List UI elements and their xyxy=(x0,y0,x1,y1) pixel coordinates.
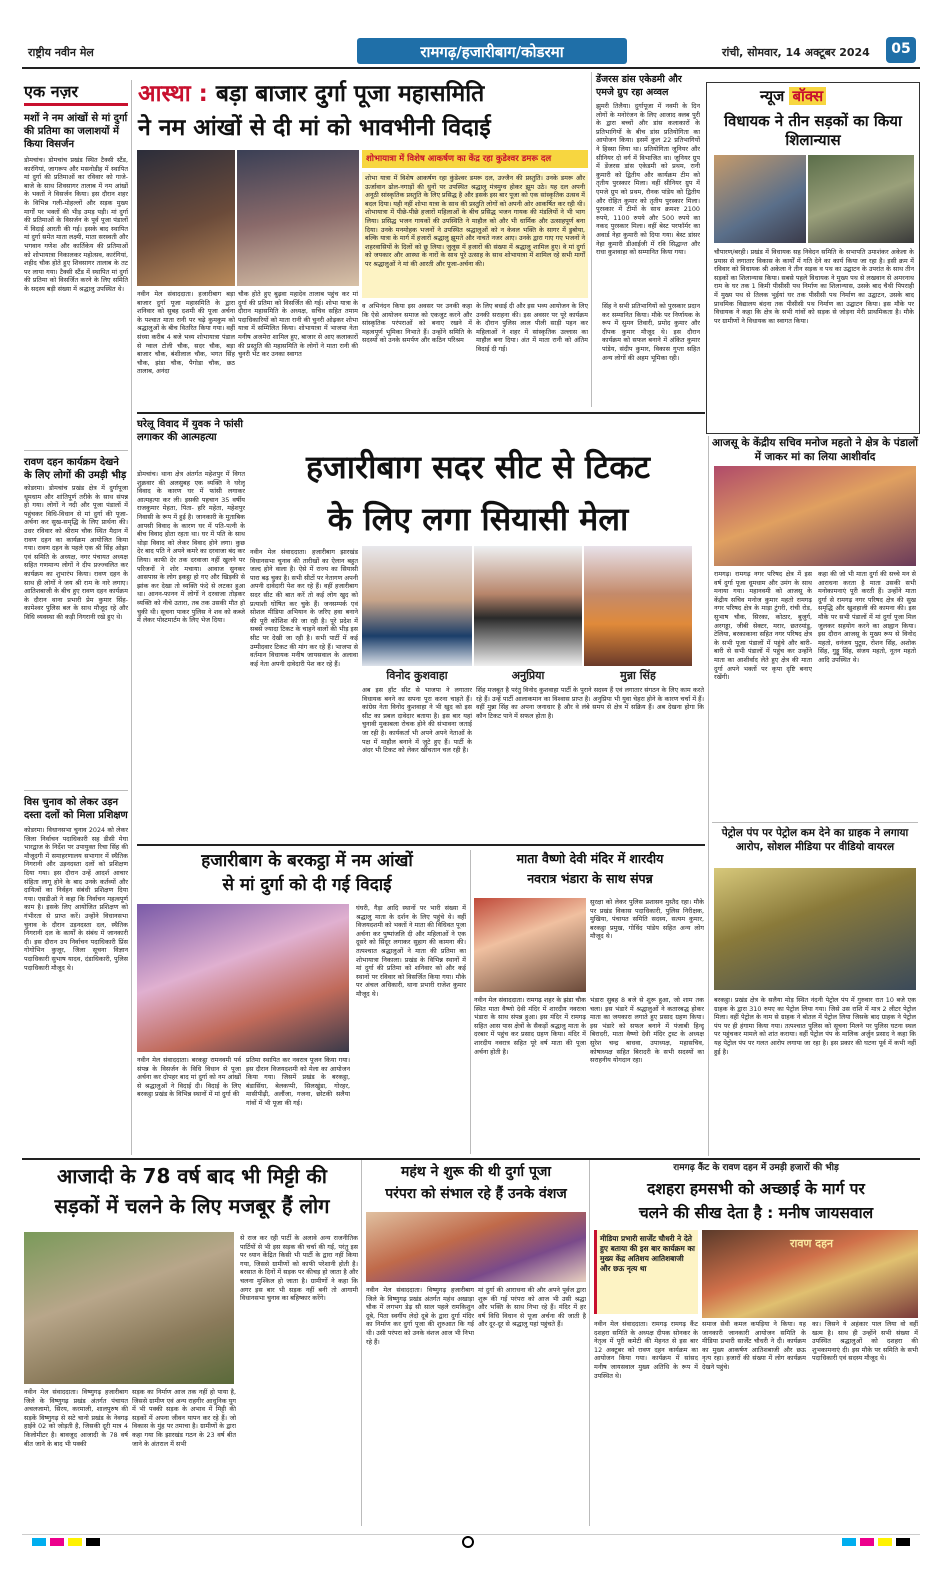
dance-headline: डेंजरस डांस एकेडमी और एमजे ग्रुप रहा अव्वल xyxy=(596,74,682,98)
color-swatch xyxy=(68,1538,82,1546)
petrol-photo xyxy=(714,868,916,990)
news-box-label-a: न्यूज xyxy=(760,87,790,105)
aastha-photo-1 xyxy=(137,150,235,286)
barkattha-body-a: नवीन मेल संवाददाता। बरकट्ठा रामनवमी पर्व संपन्न के विसर्जन के विधि विधान से पूजा अर्चना कर दोपहर बाद मां दुर्गा को नम आंखों से श्रद्धालुओं ने विदाई दी। विदाई के लिए बरकट्ठा प्रखंड के विभिन्न स्थानों में मां दुर्गा की xyxy=(137,1056,241,1099)
aastha-body-a: नवीन मेल संवाददाता। हजारीबाग बड़ा बाजार दुर्गा पूजा महासमिति के द्वारा शनिवार को सुबह दशमी की पूजा अर्चना के पश्चात माता रानी पर चढ़े कुमकुम को श्रद्धालुओं के बीच वितरित किया गया। वहीं संध्या करीब 4 बजे भव्य शोभायात्रा पंडाल से ग्वाल टोली चौक, सदर चौक, बड़ा बाजार चौक, बंशीलाल चौक, भगत सिंह चौक, झंडा चौक, पैगोडा चौक, छठ तालाब, अनंदा xyxy=(137,290,235,376)
column-rule xyxy=(591,72,592,407)
column-rule xyxy=(470,850,471,1154)
road-photo xyxy=(24,1232,234,1384)
section-rule xyxy=(137,844,705,846)
petrol-headline: पेट्रोल पंप पर पेट्रोल कम देने का ग्राहक ने लगाया आरोप, सोशल मीडिया पर वीडियो वायरल xyxy=(721,827,909,853)
seat-body-b: अब इस हॉट सीट से भाजपा ने लगातार विधायक बनने का सपना पूरा करना चाहते हैं। कांग्रेस नेता विनोद कुशवाहा ने भी खुद को इस सीट का प्रबल दावेदार बताया है। इस बार यहां चुनावी मुकाबला रोचक होने की संभावना जताई जा रही है। कार्यकर्ता भी अपने अपने नेताओं के पक्ष में माहौल बनाने में जुटे हुए हैं। पार्टी के अंदर भी टिकट को लेकर खींचतान चल रही है। xyxy=(362,686,472,755)
color-swatch xyxy=(32,1538,46,1546)
mahanth-headline-l2: परंपरा को संभाल रहे हैं उनके वंशज xyxy=(385,1186,567,1202)
news-box-label xyxy=(760,86,826,106)
ek-nazar-s2-body: कोडरमा। डोमचांच प्रखंड क्षेत्र में दुर्गापूजा धूमधाम और शांतिपूर्ण तरीके के साथ संपन्न हो गया। लोगों ने नदी और पूजा पंडालों में पहुंचकर विधि-विधान से मां दुर्गा की पूजा-अर्चना कर सुख-समृद्धि के लिए प्रार्थना की। उधर रविवार को श्रीराम चौक स्थित मैदान में रावण दहन का कार्यक्रम आयोजित किया गया। रावण दहन के पहले एक श्री सिंह ओझा एवं समिति के अध्यक्ष, नगर पंचायत अध्यक्ष सहित गणमान्य लोगों ने दीप प्रज्ज्वलित कर कार्यक्रम का शुभारंभ किया। रावण दहन के साथ ही लोगों ने जय श्री राम के नारे लगाए। आतिशबाजी के बीच हुए रावण दहन कार्यक्रम के दौरान थाना प्रभारी प्रेम कुमार सिंह-कामेश्वर पुलिस बल के साथ मौजूद रहे और विधि व्यवस्था की कड़ी निगरानी रखे हुए थे। xyxy=(24,484,128,621)
ghar-body: डोमचांच। थाना क्षेत्र अंतर्गत महेशपुर में विगत शुक्रवार की अलसुबह एक व्यक्ति ने घरेलू विवाद के कारण घर में फांसी लगाकर आत्महत्या कर ली। इसकी पहचान 35 वर्षीय राजकुमार मेहता, पिता- हरि महेता, महेशपुर निवासी के रूप में हुई है। जानकारी के मुताबिक आपसी विवाद के कारण घर में पति-पत्नी के बीच विवाद होता रहता था। घर में पति के साथ थोड़ा विवाद को लेकर विवाद होने लगा। कुछ देर बाद पति ने अपने कमरे का दरवाजा बंद कर लिया। काफी देर तक दरवाजा नहीं खुलने पर परिजनों ने शोर मचाया। आवाज सुनकर आसपास के लोग इकट्ठा हो गए और खिड़की से झांक कर देखा तो व्यक्ति फंदे से लटका हुआ था। आनन-फानन में लोगों ने दरवाजा तोड़कर व्यक्ति को नीचे उतारा, तब तक उसकी मौत हो चुकी थी। सूचना पाकर पुलिस ने शव को कब्जे में लेकर पोस्टमार्टम के लिए भेज दिया। xyxy=(137,470,245,625)
ravan-callout: मीडिया प्रभारी सार्जेंट चौधरी ने देते हुए बताया की इस बार कार्यक्रम का मुख्य केंद्र अतिशय आतिशबाजी और छऊ नृत्य था xyxy=(600,1234,695,1273)
candidate-name-1: विनोद कुशवाहा xyxy=(386,669,448,682)
vaishno-body-a: नवीन मेल संवाददाता। रामगढ़ शहर के झंडा चौक स्थित माता वैष्णो देवी मंदिर में शारदीय नवरात्रा भंडारा के साथ संपन्न हुआ। इस मंदिर में रामगढ़ सहित आस पास क्षेत्रों के सैकड़ों श्रद्धालु माता के दरबार में पहुंच कर प्रसाद ग्रहण किया। मंदिर में शारदीय नवरात्र सहित पूरे वर्ष माता की पूजा अर्चना होती है। xyxy=(474,996,586,1056)
aastha-body-d: के लिए बधाई दी और इस भव्य आयोजन के लिए उनकी सराहना की। इस अवसर पर पूरे कार्यक्रम के दौरान पुलिस लाल पीली साड़ी पहन कर महिलाओं ने शहर में सांस्कृतिक उल्लास का माहौल बना दिया। अंत में माता रानी को अंतिम विदाई दी गई। xyxy=(476,302,588,353)
divider xyxy=(24,450,128,451)
masthead xyxy=(22,36,920,66)
barkattha-headline-l2: से मां दुर्गा को दी गई विदाई xyxy=(222,875,392,895)
ravan-headline-l2: चलने की सीख देता है : मनीष जायसवाल xyxy=(638,1204,874,1222)
vaishno-headline-l1: माता वैष्णो देवी मंदिर में शारदीय xyxy=(516,851,664,866)
seat-body-c: सिंह मजबूत है परंतु विनोद कुशवाहा पार्टी के पुराने सदस्य हैं एवं लगातार संगठन के लिए काम करते रहे हैं। उन्हें पार्टी आलाकमान का विश्वास प्राप्त है। अनुप्रिया भी युवा चेहरा होने के कारण चर्चा में हैं। वहीं मुन्ना सिंह का अपना जनाधार है और वे लंबे समय से क्षेत्र में सक्रिय हैं। अब देखना होगा कि कौन टिकट पाने में सफल होता है। xyxy=(476,686,704,720)
ek-nazar-s2-headline: रावण दहन कार्यक्रम देखने के लिए लोगों की उमड़ी भीड़ xyxy=(24,457,127,481)
candidate-photo-3 xyxy=(584,546,692,666)
page-number-text: 05 xyxy=(891,41,911,57)
aastha-headline-2: ने नम आंखों से दी मां को भावभीनी विदाई xyxy=(138,115,491,141)
color-swatch xyxy=(860,1538,874,1546)
candidate-photo-2 xyxy=(474,546,582,666)
vaishno-photo xyxy=(474,898,586,992)
section-rule xyxy=(22,1158,920,1160)
candidate-name-2: अनुप्रिया xyxy=(511,669,545,682)
mahanth-body-a: नवीन मेल संवाददाता। विष्णुगढ़ हजारीबाग जिले के विष्णुगढ़ प्रखंड अंतर्गत महंथ अखाड़ा चौक में लगभग डेढ़ सौ साल पहले रामकिशुन दूबे, पिता स्वर्गीय लेदो दूबे के द्वारा दुर्गा मंदिर का निर्माण कर दुर्गा पूजा की शुरुआत कि गई थी। उसी परंपरा को उनके वंशज आज भी निभा रहे हैं। xyxy=(366,1286,474,1346)
news-box-body: चौपारण/बरही। प्रखंड में विधायक सह निवेदन समिति के सभापति उमाशंकर अकेला के प्रयास से लगातार विकास के कार्यों में गति देने का कार्य किया जा रहा है। इसी क्रम में रविवार को विधायक श्री अकेला ने तीन सड़क व पथ का उद्घाटन के उपरांत के साथ तीन सड़कों का शिलान्यास किया। सबसे पहले विधायक ने मुख्य पथ से लखवान से अमरनाथ राम के घर तक 1 किमी पीसीसी पथ निर्माण का शिलान्यास, उसके बाद चैथी पिपराही में मुख्य पथ से तिलक भुईयां घर तक पीसीसी पथ निर्माण का उद्घाटन, उसके बाद प्राथमिक विद्यालय बंदना तक पीसीसी पथ निर्माण का उद्घाटन किया। इस मौके पर विधायक ने कहा कि क्षेत्र के सभी गांवों को सड़क से जोड़ना मेरी प्राथमिकता है। मौके पर ग्रामीणों ने विधायक का स्वागत किया। xyxy=(714,248,914,325)
header-rule xyxy=(22,67,920,69)
ravan-banner: रावण दहन xyxy=(790,1237,834,1250)
aastha-body-c: व अभिनंदन किया इस अवसर पर उनकी कहा कि ऐसे आयोजन समाज को एकजुट करने और सांस्कृतिक परंपराओं को बनाए रखने में महत्वपूर्ण भूमिका निभाते हैं। उन्होंने समिति के सदस्यों को उनके समर्पण और कठिन परिश्रम xyxy=(362,302,472,345)
column-rule xyxy=(361,1160,362,1526)
color-swatch xyxy=(896,1538,910,1546)
dance-body-b: सिंह ने सभी प्रतिभागियों को पुरस्कार प्रदान कर सम्मानित किया। मौके पर निर्णायक के रूप में सुमन तिवारी, प्रमोद कुमार और दीपक कुमार मौजूद थे। इस दौरान कार्यक्रम को सफल बनाने में अंकित कुमार पांडेय, संदीप कुमार, विकास गुप्ता सहित अन्य लोगों की अहम भूमिका रही। xyxy=(602,302,700,362)
manoj-body-a: रामगढ़। रामगढ़ नगर परिषद क्षेत्र में इस वर्ष दुर्गा पूजा धूमधाम और उमंग के साथ मनाया गया। महानवमी को आजसू के केंद्रीय सचिव मनोज कुमार महतो रामगढ़ नगर परिषद क्षेत्र के माड़ा टुंगरी, रांची रोड, सुभाष चौक, सिरका, कोठार, बुजुर्ग, अरगड्डा, जीबी सेक्टर, मरार, छतरमांडू, टेलिया, बरकाकाना सहित नगर परिषद क्षेत्र के सभी पूजा पंडालों में पहुंचे और बारी-बारी से सभी पंडालों में पहुंच कर उन्होंने माता का आशीर्वाद लेते हुए क्षेत्र की माता दुर्गा अपने भक्तों पर कृपा दृष्टि बनाए रखेंगी। xyxy=(714,570,812,682)
ek-nazar-s1-headline: मशों ने नम आंखों से मां दुर्गा की प्रतिमा का जलाशयों में किया विसर्जन xyxy=(24,113,128,150)
aastha-kicker: आस्था : xyxy=(138,81,208,107)
dateline: रांची, सोमवार, 14 अक्टूबर 2024 xyxy=(722,46,870,59)
ravan-headline-l1: दशहरा हमसभी को अच्छाई के मार्ग पर xyxy=(647,1180,865,1198)
ravan-kicker: रामगढ़ कैंट के रावण दहन में उमड़ी हजारों की भीड़ xyxy=(673,1163,839,1173)
mahanth-photo xyxy=(366,1212,586,1282)
color-swatch xyxy=(842,1538,856,1546)
ravan-body-c: का। जिसने ये अहंकार पाल लिया वो वहीं खत्म है। साथ ही उन्होंने सभी संख्या में उपस्थित श्रद्धालुओं को दशहरा की शुभकामनाएं दी। इस मौके पर समिति के सभी पदाधिकारी एवं सदस्य मौजूद थे। xyxy=(812,1320,918,1363)
candidate-photo-1 xyxy=(362,546,472,666)
seat-body-a: नवीन मेल संवाददाता। हजारीबाग झारखंड विधानसभा चुनाव की तारीखों का ऐलान बहुत जल्द होने वाला है। ऐसे में राज्य का सियासी पारा बढ़ चुका है। सभी सीटों पर नेतागण अपनी अपनी दावेदारी पेश कर रहे हैं। वहीं हजारीबाग सदर सीट की बात करें तो कई लोग खुद को प्रत्याशी घोषित कर चुके हैं। जनसम्पर्क एवं सोशल मीडिया अभियान के जरिए हवा बनाने की पूरी कोशिश की जा रही है। पूरे प्रदेश में सबसे ज्यादा टिकट के चाहने वालों की भीड़ इस सीट पर देखी जा रही है। सभी पार्टी में कई उम्मीदवार टिकट की मांग कर रहे हैं। भाजपा से वर्तमान विधायक मनीष जायसवाल के अलावा कई नेता अपनी दावेदारी पेश कर रहे हैं। xyxy=(250,548,358,668)
section-title: रामगढ़/हजारीबाग/कोडरमा xyxy=(420,43,564,61)
candidate-name-3: मुन्ना सिंह xyxy=(620,669,656,682)
ravan-body-a: नवीन मेल संवाददाता। रामगढ़ रामगढ़ कैंट दशहरा समिति के अध्यक्ष दीपक सोनकर के नेतृत्व में पूरी कमेटी की मेहनत से इस बार 12 अक्टूबर को रावण दहन कार्यक्रम का आयोजन किया गया। कार्यक्रम में सांसद मनीष जायसवाल मुख्य अतिथि के रूप में उपस्थित थे। xyxy=(594,1320,698,1380)
ek-nazar-text: एक नज़र xyxy=(24,82,79,101)
divider xyxy=(712,822,918,823)
column-rule xyxy=(708,436,709,1156)
ghar-headline: घरेलू विवाद में युवक ने फांसी लगाकर की आत्महत्या xyxy=(137,419,244,443)
road-body-a: नवीन मेल संवाददाता। विष्णुगढ़ हजारीबाग जिले के विष्णुगढ़ प्रखंड अंतर्गत पंचायत अचलजामो, सिरय, करमाली, शालपुरुष की सड़कें विष्णुगढ़ से सटे चानो प्रखंड के नेवगढ़ हाईवे 02 को जोड़ती है, जिसकी दूरी मात्र 4 किलोमीटर है। बावजूद आजादी के 78 वर्ष बीत जाने के बाद भी पक्की xyxy=(24,1388,128,1448)
news-box-headline: विधायक ने तीन सड़कों का किया शिलान्यास xyxy=(724,112,902,149)
manoj-photo xyxy=(714,466,916,566)
ek-nazar-s1-body: डोमचांच। डोमचांच प्रखंड स्थित टैक्सी स्टैंड, कारंगियां, जागरूप और मसनोडीह में स्थापित मां दुर्गा की प्रतिमाओं का रविवार को गाजे-बाजे के साथ शिवसागर तालाब में नम आंखों के भक्तों ने विसर्जन किया। इस दौरान शहर के विभिन्न गली-मोहल्लों और सड़क मुख्य मार्गों पर भक्तों की भीड़ उमड़ पड़ी। मां दुर्गा की प्रतिमाओं के विसर्जन के पूर्व पूजा पंडालों में विदाई आरती की गई। इसके बाद स्थापित मां दुर्गा समेत माता लक्ष्मी, माता सरस्वती और भगवान गणेश और कार्तिकेय की प्रतिमाओं को शोभायात्रा निकालकर महोत्सव, कारंगियां, शहीद चौक होते हुए शिवसागर तालाब के तट पर लाया गया। टैक्सी स्टैंड में स्थापित मां दुर्गा की प्रतिमा को विसर्जित करने के लिए समिति के सदस्य बड़ी संख्या में श्रद्धालु उपस्थित थे। xyxy=(24,156,128,293)
seat-headline-2: के लिए लगा सियासी मेला xyxy=(327,500,629,538)
color-swatch xyxy=(878,1538,892,1546)
aastha-photo-2 xyxy=(237,150,359,286)
vaishno-body-b: भंडारा सुबह 8 बजे से शुरू हुआ, जो शाम तक चला। इस भंडारे में श्रद्धालुओं ने कतारबद्ध होकर माता का जयकारा लगाते हुए प्रसाद ग्रहण किया। इस भंडारे को सफल बनाने में पंजाबी हिन्दू बिरादरी, माता वैष्णो देवी मंदिर ट्रस्ट के अध्यक्ष सुरेश चन्द्र बाधवा, उपाध्यक्ष, महासचिव, कोषाध्यक्ष सहित बिरादरी के सभी सदस्यों का सराहनीय योगदान रहा। xyxy=(590,996,704,1065)
barkattha-body-b: प्रतिमा स्थापित कर नवरात्र पूजन किया गया। इस दौरान विजयदशमी को मेला का आयोजन किया गया। जिसमें प्रखंड के बरकट्ठा, बंडासिंघा, बेलकप्पी, सिलखुंडा, गोरहर, मासीपीढ़ी, अलौंजा, गजना, छोटकी सलैया गांवों में भी पूजा की गई। xyxy=(246,1056,350,1107)
ravan-body-b: समाज सेवी कमल कपड़िया ने किया। यह जानकारी जानकारी आयोजन समिति के मीडिया प्रभारी सार्जेंट चौधरी ने दी। कार्यक्रम का मुख्य आकर्षण आतिशबाजी और छऊ नृत्य रहा। हजारों की संख्या में लोग कार्यक्रम देखने पहुंचे। xyxy=(702,1320,806,1371)
road-headline-l1: आजादी के 78 वर्ष बाद भी मिट्टी की xyxy=(57,1164,327,1188)
mahanth-headline-l1: महंथ ने शुरू की थी दुर्गा पूजा xyxy=(400,1164,552,1180)
divider xyxy=(24,790,128,791)
road-body-b: सड़क का निर्माण आज तक नहीं हो पाया है, जिससे ग्रामीण एवं अन्य राहगीर आधुनिक युग में भी पक्की सड़क के अभाव में मिट्टी की सड़कों में अपना जीवन यापन कर रहे हैं। जो विकास के मुंह पर तमाचा है। ग्रामीणों के द्वारा कहा गया कि झारखंड गठन के 23 वर्ष बीत जाने के अंतराल में सभी xyxy=(132,1388,236,1448)
vaishno-headline-l2: नवरात्र भंडारा के साथ संपन्न xyxy=(527,871,653,886)
ek-nazar-s3-body: कोडरमा। विधानसभा चुनाव 2024 को लेकर जिला निर्वाचन पदाधिकारी सह डीसी मेघा भारद्वाज के निर्देश पर उपायुक्त रिचा सिंह की मौजूदगी में समाहरणालय सभागार में स्थैतिक निगरानी और उड़नदस्ता दलों को प्रशिक्षण दिया गया। इस दौरान उन्हें आदर्श आचार संहिता लागू होने के बाद उनके कर्तव्यों और दायित्वों का निर्वहन संबंधी प्रशिक्षण दिया गया। एसडीओ ने कहा कि निर्वाचन महत्वपूर्ण काम है। इसके लिए आयोजित प्रशिक्षण को गंभीरता से प्राप्त करें। उन्होंने विधानसभा चुनाव के दौरान उड़नदस्ता दल, स्थैतिक निगरानी दल के कार्यों के संबंध में जानकारी दी। इस दौरान उप निर्वाचन पदाधिकारी प्रिंस गोगोभिन कुजूर, जिला सूचना विज्ञान पदाधिकारी सुभाष यादव, दंडाधिकारी, पुलिस पदाधिकारी मौजूद थे। xyxy=(24,826,128,972)
column-rule xyxy=(589,1160,590,1526)
color-swatch xyxy=(50,1538,64,1546)
mahanth-body-b: मां दुर्गा की आराधना की और अपने पूर्वज द्वारा शुरू की गई परंपरा को आज भी उसी श्रद्धा और भक्ति के साथ निभा रहे हैं। मंदिर में हर वर्ष विधि विधान से पूजा अर्चना की जाती है और दूर-दूर से श्रद्धालु यहां पहुंचते हैं। xyxy=(478,1286,586,1329)
register-mark xyxy=(462,1536,474,1548)
news-box-label-b: बॉक्स xyxy=(789,87,826,105)
column-rule xyxy=(131,80,132,1155)
manoj-body-b: कहा की जो भी माता दुर्गा की सच्चे मन से आराधना करता है माता उसकी सभी मनोकामनाएं पूरी करती हैं। उन्होंने माता दुर्गा से रामगढ़ नगर परिषद क्षेत्र की सुख समृद्धि और खुशहाली की कामना की। इस मौके पर सभी पंडालों में मां दुर्गा पूजा मिल जुलकर सहयोग करने का आह्वान किया। इस दौरान आजसू के मुख्य रूप से विनोद महतो, धनंजय पुटूस, रोशन सिंह, अशोक सिंह, गुड्डू सिंह, संजय महतो, नूतन महतो आदि उपस्थित थे। xyxy=(818,570,916,664)
vaishno-body-extra: सुरक्षा को लेकर पुलिस प्रशासन मुस्तैद रहा। मौके पर प्रखंड विकास पदाधिकारी, पुलिस निरीक्षक, मुखिया, पंचायत समिति सदस्य, सत्यम कुमार, बरकट्ठा प्रमुख, गोविंद पांडेय सहित अन्य लोग मौजूद थे। xyxy=(590,898,704,941)
road-body-c: से राज कर रही पार्टी के अलावे अन्य राजनीतिक पार्टियों से भी इस सड़क की चर्चा की गई, परंतु इस पर ध्यान केंद्रित किसी भी पार्टी के द्वारा नहीं किया गया, जिससे ग्रामीणों को काफी परेशानी होती है। बरसात के दिनों में सड़क पर कीचड़ हो जाता है और चलना मुश्किल हो जाता है। ग्रामीणों ने कहा कि अगर इस बार भी सड़क नहीं बनी तो आगामी विधानसभा चुनाव का बहिष्कार करेंगे। xyxy=(240,1234,358,1303)
aastha-headline-text: बड़ा बाजार दुर्गा पूजा महासमिति xyxy=(207,81,485,107)
seat-headline-1: हजारीबाग सदर सीट से टिकट xyxy=(305,448,651,486)
paper-name: राष्ट्रीय नवीन मेल xyxy=(28,46,94,59)
barkattha-headline-l1: हजारीबाग के बरकट्ठा में नम आंखों xyxy=(201,851,413,871)
petrol-body: बरकट्ठा। प्रखंड क्षेत्र के सलैया मोड़ स्थित नंदनी पेट्रोल पंप में गुरुवार रात 10 बजे एक ग्राहक के द्वारा 310 रुपए का पेट्रोल लिया गया। जिसे उस राशि में मात्र 2 लीटर पेट्रोल मिला। वहीं पेट्रोल के नाम से ग्राहक ने बोतल में पेट्रोल लिया जिसके बाद ग्राहक ने पेट्रोल पंप पर ही हंगामा किया गया। तत्पश्चात पुलिस को सूचना मिलने पर पुलिस घटना स्थल पर पहुंचकर मामले को शांत कराया। वहीं पेट्रोल पंप के मालिक अर्जुन प्रसाद ने कहा कि यह पेट्रोल पंप पर गलत आरोप लगाया जा रहा है। इस प्रकार की घटना पूर्व में कभी नहीं हुई है। xyxy=(714,996,916,1056)
dance-body-a: झुमरी तिलैया। दुर्गापूजा में नवमी के दिन लोगों के मनोरंजन के लिए आजाद क्लब पुरी के द्वारा बच्चों और डांस कलाकारों के प्रतिभागियों के बीच डांस प्रतियोगिता का आयोजन किया। इसमें कुल 22 प्रतिभागियों ने हिस्सा लिया था। प्रतियोगिता जूनियर और सीनियर दो वर्ग में विभाजित था। जूनियर ग्रुप में डेंजरस डांस एकेडमी को प्रथम, रानी कुमारी को द्वितीय और कार्यक्रम टीम को तृतीय पुरस्कार मिला। वहीं सीनियर ग्रुप में एमजे ग्रुप को प्रथम, रौनक पांडेय को द्वितीय और रोहित कुमार को तृतीय पुरस्कार मिला। पुरस्कार में टीमों के साथ क्रमशः 2100 रुपये, 1100 रुपये और 500 रुपये का नकद पुरस्कार मिला। वहीं बेस्ट परफॉर्मर का अवार्ड नेहा कुमारी को दिया गया। बेस्ट डांसर नेहा कुमारी डीआईजी में रवि सिद्धान्त और राधा कुशवाहा को सम्मानित किया गया। xyxy=(596,102,700,257)
barkattha-photo xyxy=(137,904,349,1052)
ek-nazar-label xyxy=(24,80,128,106)
ek-nazar-s3-headline: विस चुनाव को लेकर उड़न दस्ता दलों को मिला प्रशिक्षण xyxy=(24,797,128,821)
aastha-body-b: चौक होते हुए बुढ़वा महादेव तालाब पहुंच कर मां दुर्गा की प्रतिमा को विसर्जित की गई। शोभा यात्रा के दौरान महासमिति के अध्यक्ष, सचिव सहित तमाम पदाधिकारियों को माता रानी की चुनरी ओढ़कर शोभा यात्रा में सम्मिलित किया। शोभायात्रा में भाजपा नेता मनीष अजमेरा शामिल हुए, बाजार से आए कलाकारों की प्रस्तुति की महासमिति के लोगों ने माता रानी की चुनरी भेंट कर उनका स्वागत xyxy=(238,290,358,359)
aastha-headline-1 xyxy=(138,80,588,108)
aastha-subhead: शोभायात्रा में विशेष आकर्षण का केंद्र रहा कुडेश्वर डमरू दल xyxy=(366,154,552,164)
barkattha-body-c: घंघरी, गैड़ा आदि स्थानों पर भारी संख्या में श्रद्धालु माता के दर्शन के लिए पहुंचे थे। वहीं विजयदशमी को भक्तों ने माता की विधिवत पूजा अर्चना कर पुष्पांजलि दी और महिलाओं ने एक दूसरे को सिंदूर लगाकर सुहाग की कामना की। तत्पश्चात श्रद्धालुओं ने माता की प्रतिमा का शोभायात्रा निकाला। प्रखंड के विभिन्न स्थानों में मां दुर्गा की प्रतिमा को शनिवार को और कई स्थानों पर रविवार को विसर्जित किया गया। मौके पर अंचल अधिकारी, थाना प्रभारी राजेश कुमार मौजूद थे। xyxy=(356,904,466,998)
color-swatch xyxy=(86,1538,100,1546)
footer-color-bar xyxy=(22,1534,920,1548)
road-headline-l2: सड़कों में चलने के लिए मजबूर हैं लोग xyxy=(54,1194,330,1218)
manoj-headline: आजसू के केंद्रीय सचिव मनोज महतो ने क्षेत्र के पंडालों में जाकर मां का लिया आशीर्वाद xyxy=(712,437,918,463)
news-box-photo-1 xyxy=(714,155,806,243)
news-box-photo-2 xyxy=(808,155,914,243)
section-rule xyxy=(137,412,705,414)
aastha-box-text: शोभा यात्रा में विशेष आकर्षण रहा कुंडेश्वर डमरू दल, उज्जैन की प्रस्तुति। उनके डमरू और ऊर्जावान ढोल-नगाड़ों की धुनों पर उपस्थित श्रद्धालु मंत्रमुग्ध होकर झूम उठे। यह दल अपनी अनूठी सांस्कृतिक प्रस्तुति के लिए प्रसिद्ध है और इसके इस बार पूजा को एक सांस्कृतिक उत्सव में बदल दिया। यही नहीं शोभा यात्रा के साथ की प्रस्तुति लोगों को अपनी ओर आकर्षित कर रही थी। शोभायात्रा में पीछे-पीछे हजारों महिलाओं के बीच प्रसिद्ध भजन गायक की मंडलियों ने भी भाग लिया। प्रसिद्ध भजन गायकों की उपस्थिति ने माहौल को और भी धार्मिक और उत्साहपूर्ण बना दिया। उनके मनमोहक भजनों ने उपस्थित श्रद्धालुओं को न केवल भक्ति के सागर में डुबोया, बल्कि यात्रा के मार्ग में हजारों श्रद्धालु झूमते और नाचते नजर आए। उनके द्वारा गाए गए भजनों ने शहरवासियों के दिलों को छू लिया। जुलूस में हजारों की संख्या में श्रद्धालु शामिल हुए। वे मां दुर्गा को जयकार और आस्था के नारों के साथ पूरे उत्साह के साथ शोभायात्रा में शामिल रहे सभी मार्गों पर श्रद्धालुओं ने मां की आरती और पूजा-अर्चना की। xyxy=(362,172,588,298)
